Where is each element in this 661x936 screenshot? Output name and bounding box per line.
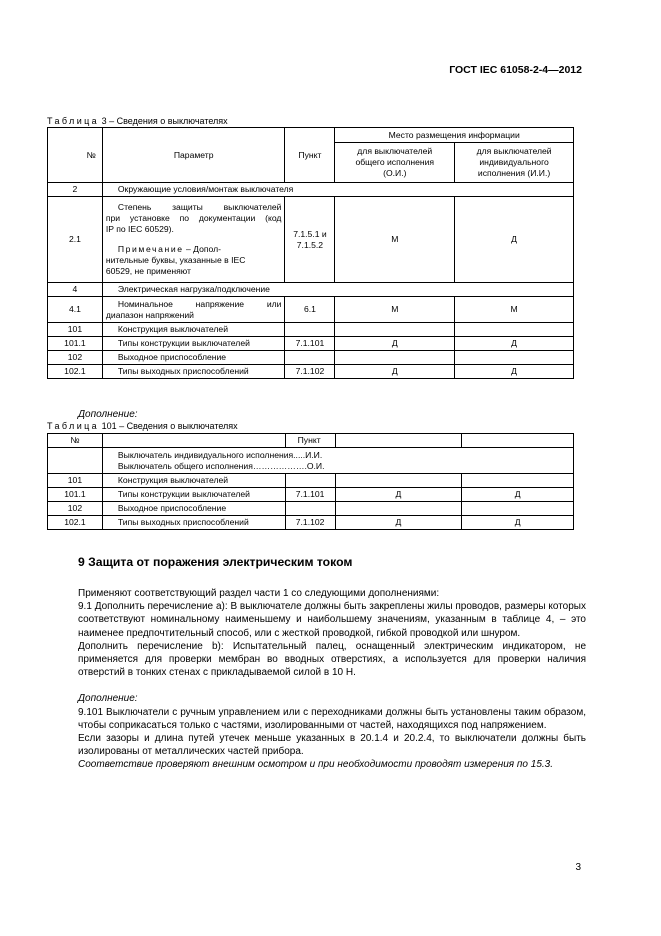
table-row: 101.1 Типы конструкции выключателей 7.1.101 Д Д — [48, 337, 574, 351]
col-header-clause: Пункт — [285, 128, 335, 183]
col-header-clause: Пункт — [285, 434, 335, 448]
col-header-general: для выключателей общего исполнения (О.И.) — [335, 143, 455, 183]
paragraph: Соответствие проверяют внешним осмотром и при необходимости проводят измерения по 15.3. — [78, 759, 553, 771]
table-row: 102 Выходное приспособление — [48, 502, 574, 516]
addition-label: Дополнение: — [78, 693, 138, 705]
table-row: 4.1 Номинальное напряжение или диапазон напряжений 6.1 М М — [48, 297, 574, 323]
paragraph: 9.1 Дополнить перечисление а): В выключателе должны быть закреплены жилы проводов, размеры которых соответствуют номинальному наименьшему и наибольшему значениям, указанным в таблице 4, – это наименее предпочтительный способ, или с жесткой проводкой, гибкой проводкой или шнуром. — [78, 601, 586, 639]
col-header-no: № — [48, 434, 103, 448]
section-title: 9 Защита от поражения электрическим током — [78, 555, 353, 569]
table3-caption — [47, 116, 228, 126]
table-101 — [47, 433, 574, 530]
table-row: 101 Конструкция выключателей — [48, 323, 574, 337]
addition-label: Дополнение: — [78, 409, 138, 420]
table-row: 102.1 Типы выходных приспособлений 7.1.102 Д Д — [48, 365, 574, 379]
page-number: 3 — [575, 862, 581, 873]
col-header-param: Параметр — [102, 128, 285, 183]
param-cell-ip: Степень защиты выключателей при установке по документации (код IP по IEC 60529). Примечание – Допол- нительные буквы, указанные в IEC 60529, не применяют — [102, 197, 285, 283]
legend-row: Выключатель индивидуального исполнения.....И.И. Выключатель общего исполнения……………….О.И. — [48, 448, 574, 474]
table-row: 102 Выходное приспособление — [48, 351, 574, 365]
section-body — [78, 587, 586, 772]
col-header-individual: для выключателей индивидуального исполнения (И.И.) — [455, 143, 574, 183]
table-row: 102.1 Типы выходных приспособлений 7.1.102 Д Д — [48, 516, 574, 530]
table-row: 4 Электрическая нагрузка/подключение — [48, 283, 574, 297]
table-row: 101 Конструкция выключателей — [48, 474, 574, 488]
note-label: Примечание — [117, 244, 184, 254]
paragraph: Если зазоры и длина путей утечек меньше указанных в 20.1.4 и 20.2.4, то выключатели должны быть изолированы от металлических частей прибора. — [78, 733, 586, 758]
paragraph: Дополнить перечисление b): Испытательный палец, оснащенный электрическим индикатором, не применяется для проверки мембран во вводных отверстиях, а используется для проверки наличия отверстий в тонких стенах с прикладываемой силой в 10 Н. — [78, 640, 586, 679]
table-row: 101.1 Типы конструкции выключателей 7.1.101 Д Д — [48, 488, 574, 502]
paragraph: Применяют соответствующий раздел части 1 со следующими дополнениями: — [78, 588, 440, 599]
table3-caption-word: Таблица — [47, 116, 100, 126]
col-header-no: № — [48, 128, 103, 183]
col-header-placement: Место размещения информации — [335, 128, 574, 143]
table-3 — [47, 127, 574, 379]
paragraph: 9.101 Выключатели с ручным управлением или с переходниками должны быть установлены таким образом, чтобы соприкасаться только с частями, изолированными от частей, находящихся под напряжением. — [78, 706, 586, 731]
table3-caption-rest: 3 – Сведения о выключателях — [99, 116, 228, 126]
standard-header: ГОСТ IEC 61058-2-4—2012 — [449, 64, 582, 76]
table-row: 2.1 Степень защиты выключателей при установке по документации (код IP по IEC 60529). Примечание – Допол- нительные буквы, указанные в IEC 60529, не применяют 7.1.5.1 и 7.1.5.2 М Д — [48, 197, 574, 283]
table-row: 2 Окружающие условия/монтаж выключателя — [48, 183, 574, 197]
table101-caption: Таблица 101 – Сведения о выключателях — [47, 421, 238, 431]
